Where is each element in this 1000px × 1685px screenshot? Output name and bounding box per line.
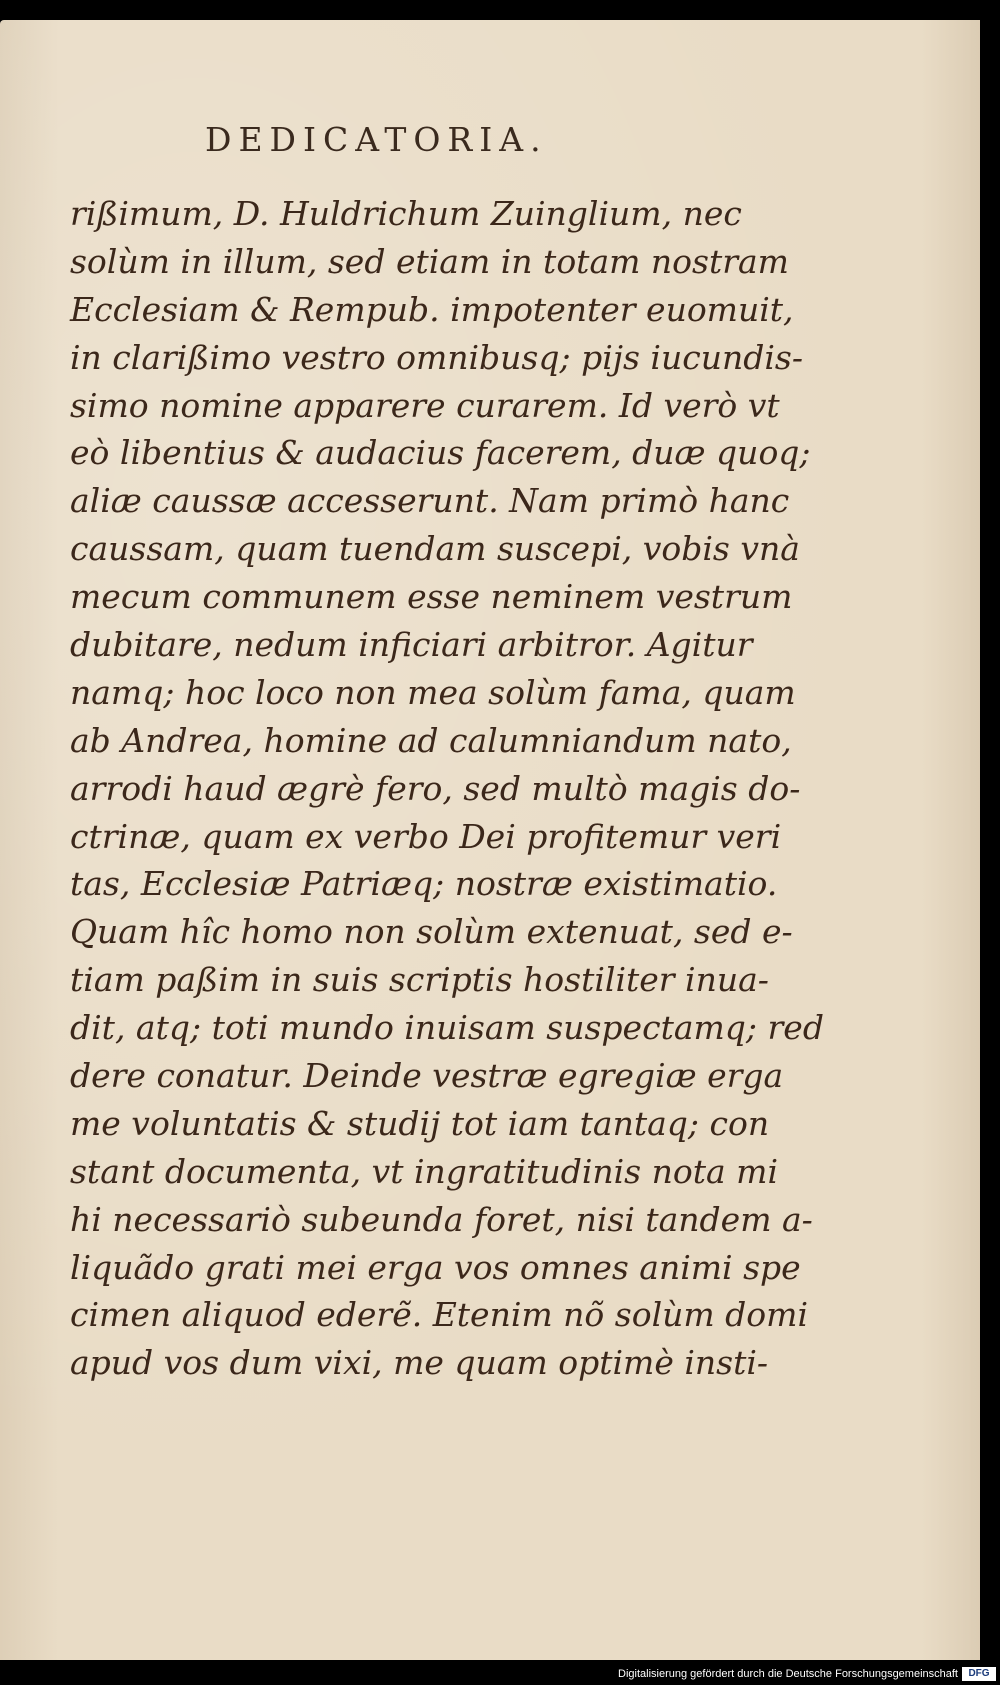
text-line: namq; hoc loco non mea solùm fama, quam [70, 672, 796, 712]
text-line: apud vos dum vixi, me quam optimè insti- [70, 1343, 769, 1383]
text-line: dit, atq; toti mundo inuisam suspectamq; red [70, 1008, 824, 1048]
text-line: Quam hîc homo non solùm extenuat, sed e- [70, 912, 793, 952]
text-line: tiam paßim in suis scriptis hostiliter inua- [70, 960, 769, 1000]
footer-bar [0, 1660, 1000, 1685]
text-line: me voluntatis & studij tot iam tantaq; con [70, 1103, 770, 1143]
text-line: caussam, quam tuendam suscepi, vobis vnà [70, 529, 800, 569]
text-line: solùm in illum, sed etiam in totam nostram [70, 241, 789, 281]
text-line: stant documenta, vt ingratitudinis nota mi [70, 1151, 779, 1191]
running-header: DEDICATORIA. [205, 120, 548, 159]
text-line: ab Andrea, homine ad calumniandum nato, [70, 720, 792, 760]
text-line: simo nomine apparere curarem. Id verò vt [70, 385, 780, 425]
book-page [0, 20, 980, 1660]
text-line: arrodi haud ægrè fero, sed multò magis do- [70, 768, 801, 808]
text-line: dubitare, nedum inficiari arbitror. Agitur [70, 625, 753, 665]
text-line: rißimum, D. Huldrichum Zuinglium, nec [70, 194, 742, 233]
funding-credit: Digitalisierung gefördert durch die Deutsche Forschungsgemeinschaft [618, 1668, 958, 1680]
text-line: hi necessariò subeunda foret, nisi tandem a- [70, 1199, 813, 1239]
text-line: aliæ caussæ accesserunt. Nam primò hanc [70, 481, 790, 521]
text-line: Ecclesiam & Rempub. impotenter euomuit, [70, 289, 794, 329]
body-text [70, 190, 824, 1387]
text-line: eò libentius & audacius facerem, duæ quoq; [70, 433, 811, 473]
text-line: tas, Ecclesiæ Patriæq; nostræ existimatio. [70, 864, 778, 904]
text-line: ctrinæ, quam ex verbo Dei profitemur veri [70, 816, 782, 856]
text-line: mecum communem esse neminem vestrum [70, 577, 793, 617]
text-line: cimen aliquod ederẽ. Etenim nõ solùm domi [70, 1295, 809, 1335]
text-line: in clarißimo vestro omnibusq; pijs iucundis- [70, 337, 803, 377]
dfg-logo-icon: DFG [962, 1667, 996, 1681]
text-line: dere conatur. Deinde vestræ egregiæ erga [70, 1056, 784, 1096]
text-line: liquãdo grati mei erga vos omnes animi spe [70, 1247, 801, 1287]
